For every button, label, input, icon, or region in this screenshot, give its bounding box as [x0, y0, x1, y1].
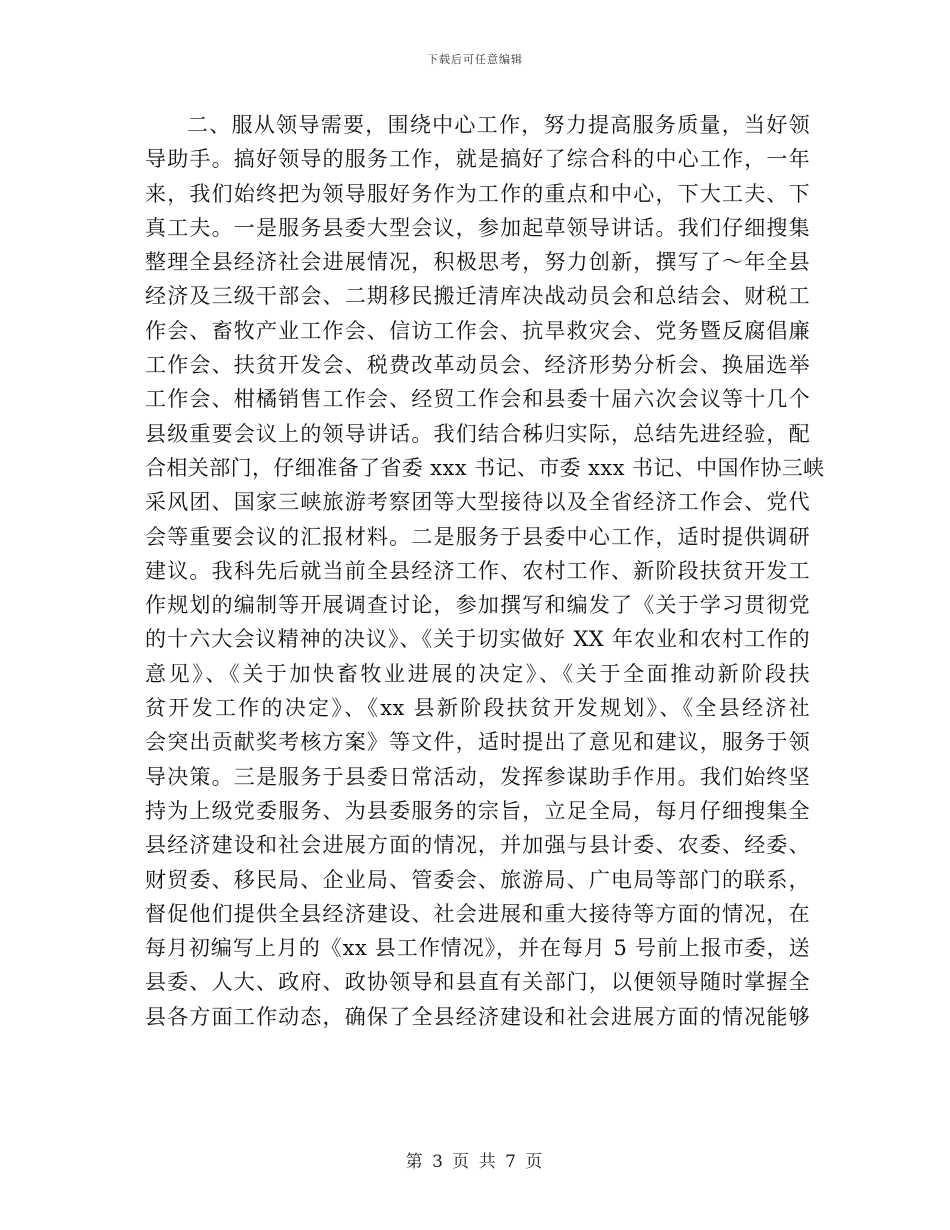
page-footer: 第 3 页 共 7 页 — [405, 1152, 545, 1172]
text-line: 会突出贡献奖考核方案》等文件，适时提出了意见和建议，服务于领 — [145, 730, 810, 755]
text-line: 会等重要会议的汇报材料。二是服务于县委中心工作，适时提供调研 — [145, 524, 810, 549]
text-line: 采风团、国家三峡旅游考察团等大型接待以及全省经济工作会、党代 — [145, 490, 810, 515]
text-line: 建议。我科先后就当前全县经济工作、农村工作、新阶段扶贫开发工 — [145, 558, 810, 583]
text-line: 经济及三级干部会、二期移民搬迁清库决战动员会和总结会、财税工 — [145, 284, 810, 309]
text-line: 工作会、柑橘销售工作会、经贸工作会和县委十届六次会议等十几个 — [145, 387, 810, 412]
text-line: 工作会、扶贫开发会、税费改革动员会、经济形势分析会、换届选举 — [145, 353, 810, 378]
text-line: 督促他们提供全县经济建设、社会进展和重大接待等方面的情况，在 — [145, 901, 810, 926]
text-line: 每月初编写上月的《xx 县工作情况》，并在每月 5 号前上报市委，送 — [145, 936, 810, 961]
text-line: 的十六大会议精神的决议》、《关于切实做好 XX 年农业和农村工作的 — [145, 627, 810, 652]
text-line: 导助手。搞好领导的服务工作，就是搞好了综合科的中心工作，一年 — [145, 147, 810, 172]
text-line: 导决策。三是服务于县委日常活动，发挥参谋助手作用。我们始终坚 — [145, 764, 810, 789]
text-line: 作规划的编制等开展调查讨论，参加撰写和编发了《关于学习贯彻党 — [145, 593, 810, 618]
text-line: 整理全县经济社会进展情况，积极思考，努力创新，撰写了～年全县 — [145, 250, 810, 275]
text-line: 财贸委、移民局、企业局、管委会、旅游局、广电局等部门的联系， — [145, 867, 810, 892]
page-header: 下载后可任意编辑 — [427, 53, 523, 66]
text-line: 县委、人大、政府、政协领导和县直有关部门，以便领导随时掌握全 — [145, 970, 810, 995]
document-body — [145, 108, 825, 1034]
text-line: 作会、畜牧产业工作会、信访工作会、抗旱救灾会、党务暨反腐倡廉 — [145, 318, 810, 343]
text-line: 贫开发工作的决定》、《xx 县新阶段扶贫开发规划》、《全县经济社 — [145, 696, 810, 721]
text-line: 县各方面工作动态，确保了全县经济建设和社会进展方面的情况能够 — [145, 1004, 810, 1029]
text-line: 意见》、《关于加快畜牧业进展的决定》、《关于全面推动新阶段扶 — [145, 661, 810, 686]
text-line: 二、服从领导需要，围绕中心工作，努力提高服务质量，当好领 — [187, 113, 810, 137]
text-line: 持为上级党委服务、为县委服务的宗旨，立足全局，每月仔细搜集全 — [145, 798, 810, 823]
text-line: 真工夫。一是服务县委大型会议，参加起草领导讲话。我们仔细搜集 — [145, 215, 810, 240]
text-line: 县级重要会议上的领导讲话。我们结合秭归实际，总结先进经验，配 — [145, 421, 810, 446]
text-line: 合相关部门，仔细准备了省委 xxx 书记、市委 xxx 书记、中国作协三峡 — [145, 455, 825, 480]
text-line: 县经济建设和社会进展方面的情况，并加强与县计委、农委、经委、 — [145, 833, 810, 858]
text-line: 来，我们始终把为领导服好务作为工作的重点和中心，下大工夫、下 — [145, 181, 810, 206]
